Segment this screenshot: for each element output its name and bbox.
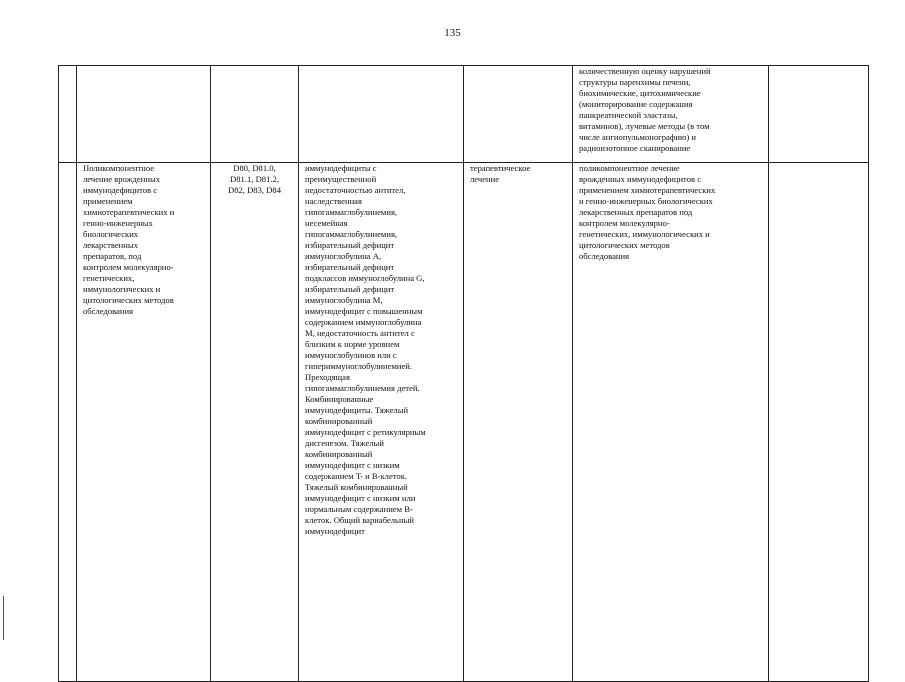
- care-type-cell: [77, 66, 211, 163]
- cost-cell: [769, 66, 869, 163]
- medical-care-table: [58, 65, 869, 682]
- page-number: 135: [444, 27, 461, 39]
- treatment-method-cell: поликомпонентное лечение врожденных иммунодефицитов с применением химиотерапевтических и генно-инженерных биологических лекарственных препаратов под контролем молекулярно- генетических, иммунологических и цитологических методов обследования: [573, 163, 769, 682]
- cost-cell: [769, 163, 869, 682]
- treatment-method-cell: количественную оценку нарушений структуры паренхимы печени, биохимические, цитохимические (мониторирование содержания панкреатической эластазы, витаминов), лучевые методы (в том числе ангиопульмонографию) и радиоизотопное сканирование: [573, 66, 769, 163]
- patient-model-cell: иммунодефициты с преимущественной недостаточностью антител, наследственная гипогаммаглобулинемия, несемейная гипогаммаглобулинемия, избирательный дефицит иммуноглобулина A, избирательный дефицит подклассов иммуноглобулина G, избирательный дефицит иммуноглобулина M, иммунодефицит с повышенным содержанием иммуноглобулина M, недостаточность антител с близким к норме уровнем иммуноглобулинов или с гипериммуноглобулинемией. Преходящая гипогаммаглобулинемия детей. Комбинированные иммунодефициты. Тяжелый комбинированный иммунодефицит с ретикулярным дисгенезом. Тяжелый комбинированный иммунодефицит с низким содержанием T- и B-клеток. Тяжелый комбинированный иммунодефицит с низким или нормальным содержанием B- клеток. Общий вариабельный иммунодефицит: [299, 163, 464, 682]
- table-row-continued: [59, 66, 869, 163]
- care-type-cell: Поликомпонентное лечение врожденных иммунодефицитов с применением химиотерапевтических и генно-инженерных биологических лекарственных препаратов, под контролем молекулярно- генетических, иммунологических и цитологических методов обследования: [77, 163, 211, 682]
- row-number-cell: [59, 66, 77, 163]
- patient-model-cell: [299, 66, 464, 163]
- table-row: [59, 163, 869, 682]
- treatment-type-cell: терапевтическое лечение: [464, 163, 573, 682]
- icd-codes-cell: D80, D81.0, D81.1, D81.2, D82, D83, D84: [211, 163, 299, 682]
- row-number-cell: [59, 163, 77, 682]
- icd-codes-cell: [211, 66, 299, 163]
- scan-edge-line: [3, 596, 4, 640]
- treatment-type-cell: [464, 66, 573, 163]
